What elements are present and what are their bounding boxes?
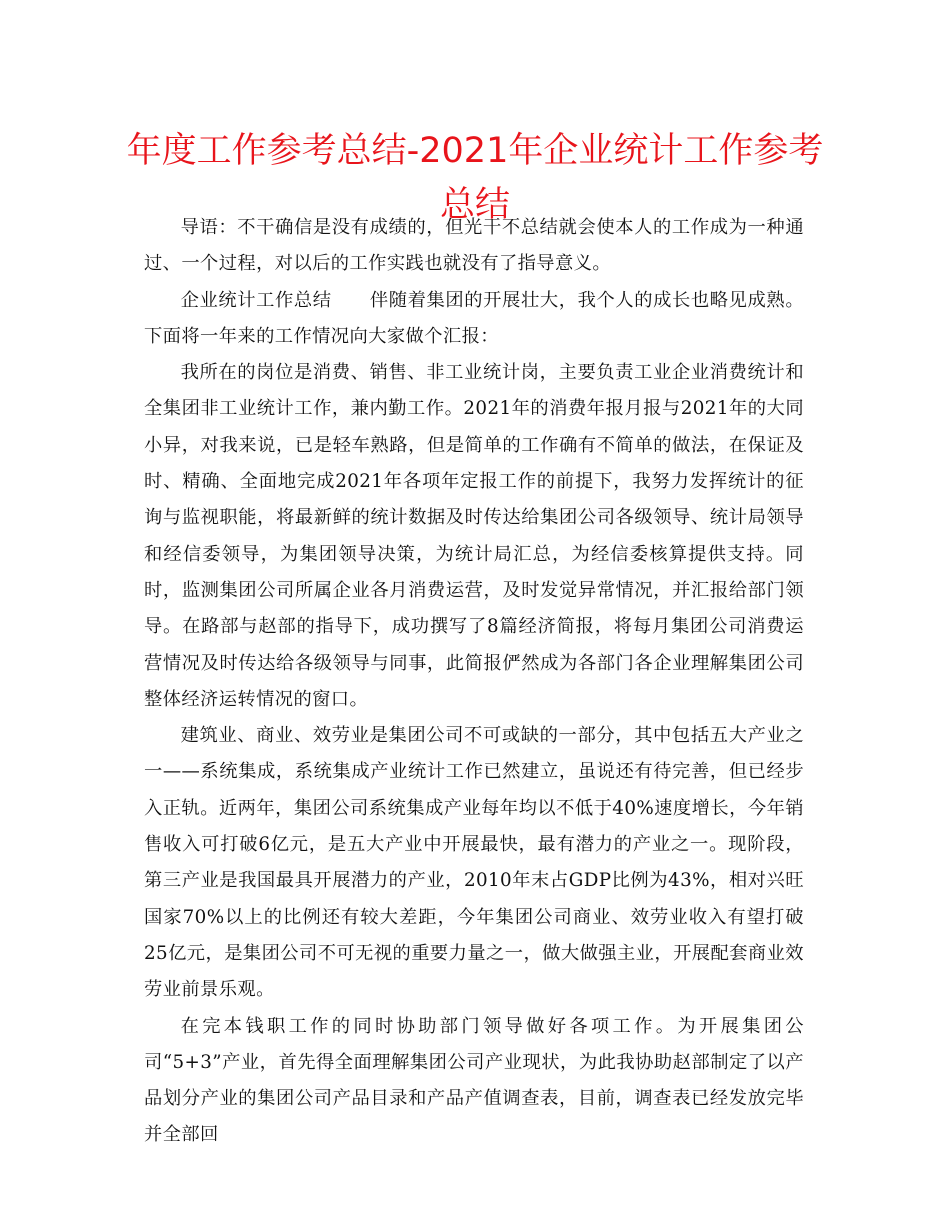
document-body (144, 210, 804, 1154)
paragraph-position: 我所在的岗位是消费、销售、非工业统计岗，主要负责工业企业消费统计和全集团非工业统计工作，兼内勤工作。2021年的消费年报月报与2021年的大同小异，对我来说，已是轻车熟路，但是简单的工作确有不简单的做法，在保证及时、精确、全面地完成2021年各项年定报工作的前提下，我努力发挥统计的征询与监视职能，将最新鲜的统计数据及时传达给集团公司各级领导、统计局领导和经信委领导，为集团领导决策，为统计局汇总，为经信委核算提供支持。同时，监测集团公司所属企业各月消费运营，及时发觉异常情况，并汇报给部门领导。在路部与赵部的指导下，成功撰写了8篇经济简报，将每月集团公司消费运营情况及时传达给各级领导与同事，此简报俨然成为各部门各企业理解集团公司整体经济运转情况的窗口。 (144, 362, 804, 710)
paragraph-industry: 建筑业、商业、效劳业是集团公司不可或缺的一部分，其中包括五大产业之一——系统集成，系统集成产业统计工作已然建立，虽说还有待完善，但已经步入正轨。近两年，集团公司系统集成产业每年均以不低于40%速度增长，今年销售收入可打破6亿元，是五大产业中开展最快，最有潜力的产业之一。现阶段，第三产业是我国最具开展潜力的产业，2010年末占GDP比例为43%，相对兴旺国家70%以上的比例还有较大差距，今年集团公司商业、效劳业收入有望打破25亿元，是集团公司不可无视的重要力量之一，做大做强主业，开展配套商业效劳业前景乐观。 (144, 725, 804, 1001)
section-heading: 企业统计工作总结 (180, 289, 332, 311)
paragraph-assistance: 在完本钱职工作的同时协助部门领导做好各项工作。为开展集团公司“5+3”产业，首先得全面理解集团公司产业现状，为此我协助赵部制定了以产品划分产业的集团公司产品目录和产品产值调查表，目前，调查表已经发放完毕并全部回 (144, 1015, 804, 1146)
paragraph-summary (144, 283, 804, 356)
paragraph-intro: 导语：不干确信是没有成绩的，但光干不总结就会使本人的工作成为一种通过、一个过程，对以后的工作实践也就没有了指导意义。 (144, 217, 804, 275)
document-title: 年度工作参考总结-2021年企业统计工作参考总结 (126, 131, 824, 225)
summary-text: 伴随着集团的开展壮大，我个人的成长也略见成熟。下面将一年来的工作情况向大家做个汇报： (144, 289, 805, 347)
